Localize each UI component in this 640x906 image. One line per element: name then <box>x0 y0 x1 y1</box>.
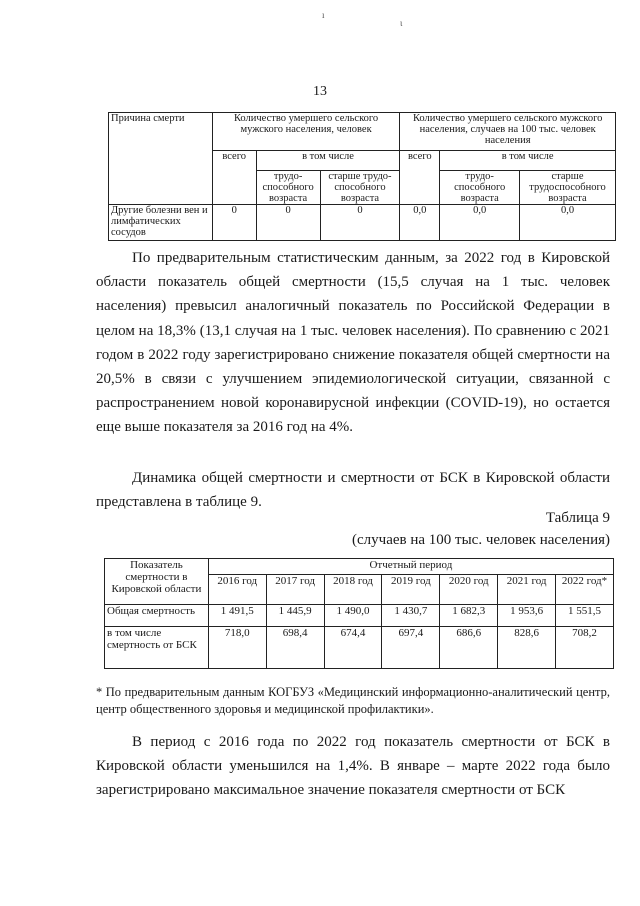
cell-value: 697,4 <box>382 627 440 669</box>
table-row <box>109 205 616 241</box>
cell-value: 674,4 <box>324 627 382 669</box>
footnote: * По предварительным данным КОГБУЗ «Медицинский информационно-аналитический центр, центр общественного здоровья и медицинской профилактики». <box>96 685 610 716</box>
cell-value: 1 445,9 <box>266 605 324 627</box>
cell-value: 718,0 <box>208 627 266 669</box>
cell-value: 1 490,0 <box>324 605 382 627</box>
header-total: всего <box>400 151 440 205</box>
header-over-working-age: старше трудо-способного возраста <box>320 171 400 205</box>
cell-value: 698,4 <box>266 627 324 669</box>
header-count-group: Количество умершего сельского мужского населения, человек <box>212 113 400 151</box>
header-year: 2020 год <box>440 575 498 605</box>
header-working-age: трудо-способного возраста <box>256 171 320 205</box>
table-row <box>105 605 614 627</box>
table-continuation <box>108 112 616 241</box>
table-9 <box>104 558 614 669</box>
header-rate-group: Количество умершего сельского мужского населения, случаев на 100 тыс. человек населения <box>400 113 616 151</box>
header-including: в том числе <box>256 151 400 171</box>
cell-value: 708,2 <box>556 627 614 669</box>
scan-mark: ı <box>322 10 325 20</box>
header-indicator: Показатель смертности в Кировской области <box>105 559 209 605</box>
paragraph-bsk: В период с 2016 года по 2022 год показатель смертности от БСК в Кировской области уменьшился на 1,4%. В январе – марте 2022 года было зарегистрировано максимальное значение показателя смертности от БСК <box>96 734 610 799</box>
cell-value: 0,0 <box>520 205 616 241</box>
scan-mark: ι <box>400 18 403 28</box>
cell-value: 1 551,5 <box>556 605 614 627</box>
cell-value: 0 <box>320 205 400 241</box>
header-working-age: трудо-способного возраста <box>440 171 520 205</box>
header-year: 2018 год <box>324 575 382 605</box>
cell-value: 1 430,7 <box>382 605 440 627</box>
header-cause: Причина смерти <box>109 113 213 205</box>
header-year: 2017 год <box>266 575 324 605</box>
header-period: Отчетный период <box>208 559 613 575</box>
header-total: всего <box>212 151 256 205</box>
cell-value: 0 <box>256 205 320 241</box>
header-year: 2019 год <box>382 575 440 605</box>
header-year: 2021 год <box>498 575 556 605</box>
cell-value: 0 <box>212 205 256 241</box>
page-number: 13 <box>313 84 327 99</box>
paragraph-dynamics: Динамика общей смертности и смертности от БСК в Кировской области представлена в таблице 9. <box>96 470 610 511</box>
header-year: 2016 год <box>208 575 266 605</box>
table-caption: Таблица 9 <box>545 510 610 526</box>
cell-value: 0,0 <box>440 205 520 241</box>
header-including: в том числе <box>440 151 616 171</box>
table-row <box>105 627 614 669</box>
cell-value: 0,0 <box>400 205 440 241</box>
cell-value: 1 682,3 <box>440 605 498 627</box>
paragraph-mortality: По предварительным статистическим данным, за 2022 год в Кировской области показатель общей смертности (15,5 случая на 1 тыс. человек населения) превысил аналогичный показатель по Российской Федерации в целом на 18,3% (13,1 случая на 1 тыс. человек населения). По сравнению с 2021 годом в 2022 году зарегистрировано снижение показателя общей смертности на 20,5% в связи с улучшением эпидемиологической ситуации, связанной с распространением новой коронавирусной инфекции (COVID-19), но остается еще выше показателя за 2016 год на 4%. <box>96 250 610 436</box>
cell-value: 828,6 <box>498 627 556 669</box>
header-over-working-age: старше трудоспособного возраста <box>520 171 616 205</box>
cell-value: 1 491,5 <box>208 605 266 627</box>
cell-value: 1 953,6 <box>498 605 556 627</box>
row-label: в том числе смертность от БСК <box>105 627 209 669</box>
header-year: 2022 год* <box>556 575 614 605</box>
cell-value: 686,6 <box>440 627 498 669</box>
table-units: (случаев на 100 тыс. человек населения) <box>352 532 610 548</box>
cell-cause: Другие болезни вен и лимфатических сосудов <box>109 205 213 241</box>
row-label: Общая смертность <box>105 605 209 627</box>
